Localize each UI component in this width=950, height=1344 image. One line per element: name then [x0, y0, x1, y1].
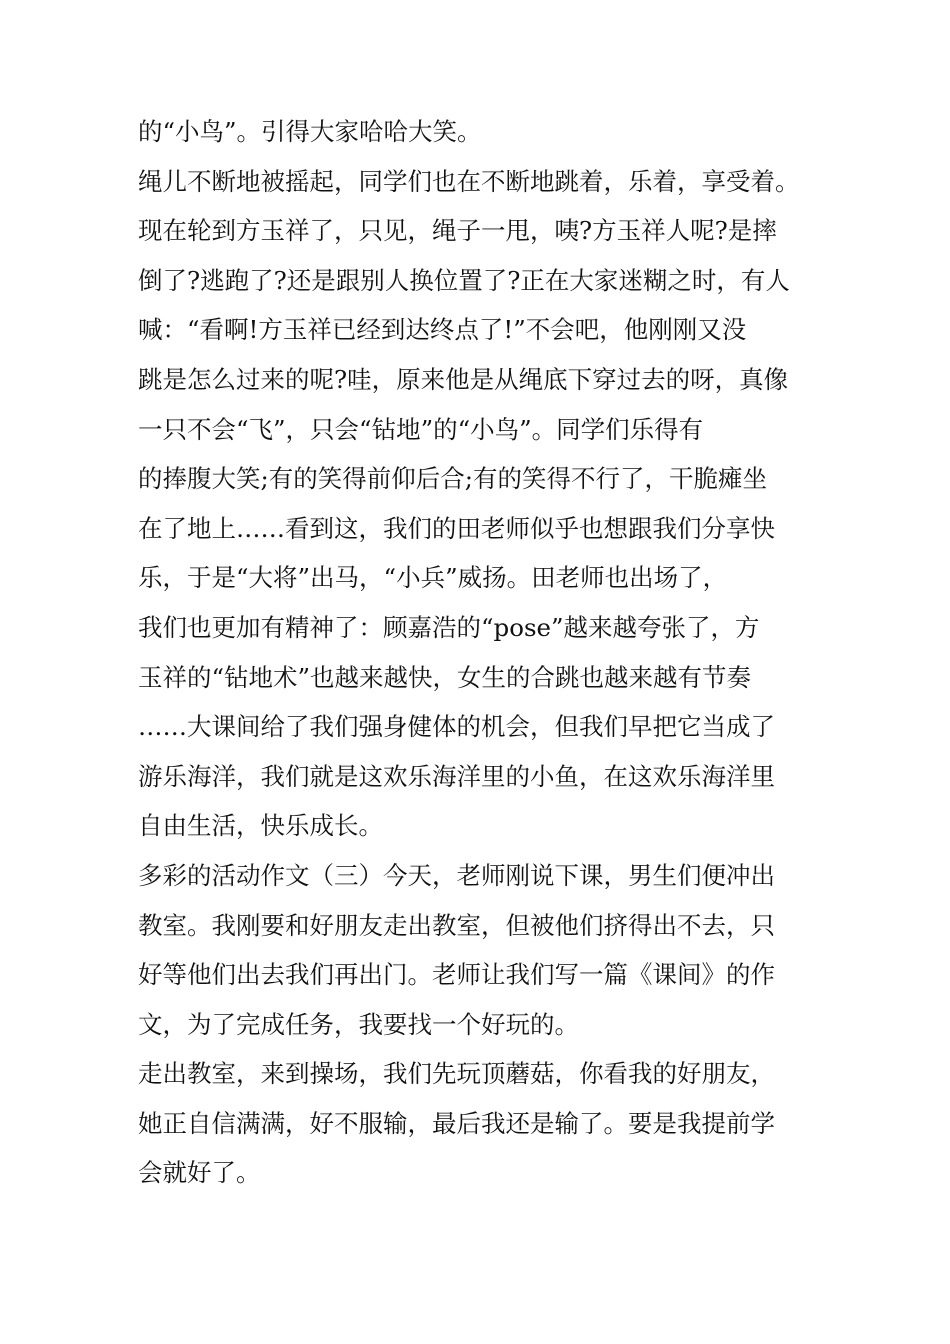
body-text [138, 107, 828, 1198]
text-line: 我们也更加有精神了：顾嘉浩的“pose”越来越夸张了，方 [138, 612, 760, 642]
text-line: 好等他们出去我们再出门。老师让我们写一篇《课间》的作 [138, 960, 775, 990]
text-line: 绳儿不断地被摇起，同学们也在不断地跳着，乐着，享受着。 [138, 166, 800, 196]
text-line: 游乐海洋，我们就是这欢乐海洋里的小鱼，在这欢乐海洋里 [138, 761, 775, 791]
text-line: 会就好了。 [138, 1158, 261, 1188]
text-line: 自由生活，快乐成长。 [138, 811, 383, 841]
text-line: 的捧腹大笑;有的笑得前仰后合;有的笑得不行了，干脆瘫坐 [138, 464, 768, 494]
text-line: 多彩的活动作文（三）今天，老师刚说下课，男生们便冲出 [138, 860, 775, 890]
text-line: 文，为了完成任务，我要找一个好玩的。 [138, 1009, 579, 1039]
text-line: 的“小鸟”。引得大家哈哈大笑。 [138, 117, 482, 146]
text-line: 她正自信满满，好不服输，最后我还是输了。要是我提前学 [138, 1108, 775, 1138]
text-line: ……大课间给了我们强身健体的机会，但我们早把它当成了 [138, 712, 775, 742]
text-line: 喊：“看啊!方玉祥已经到达终点了!”不会吧，他刚刚又没 [138, 315, 747, 345]
text-line: 在了地上……看到这，我们的田老师似乎也想跟我们分享快 [138, 513, 775, 543]
text-line: 一只不会“飞”，只会“钻地”的“小鸟”。同学们乐得有 [138, 414, 704, 444]
text-line: 现在轮到方玉祥了，只见，绳子一甩，咦?方玉祥人呢?是摔 [138, 216, 777, 246]
text-line: 倒了?逃跑了?还是跟别人换位置了?正在大家迷糊之时，有人 [138, 265, 790, 295]
text-line: 走出教室，来到操场，我们先玩顶蘑菇，你看我的好朋友， [138, 1059, 775, 1089]
text-line: 乐，于是“大将”出马，“小兵”威扬。田老师也出场了， [138, 563, 728, 593]
text-line: 跳是怎么过来的呢?哇，原来他是从绳底下穿过去的呀，真像 [138, 364, 789, 394]
text-line: 教室。我刚要和好朋友走出教室，但被他们挤得出不去，只 [138, 910, 775, 940]
text-line: 玉祥的“钻地术”也越来越快，女生的合跳也越来越有节奏 [138, 662, 752, 692]
